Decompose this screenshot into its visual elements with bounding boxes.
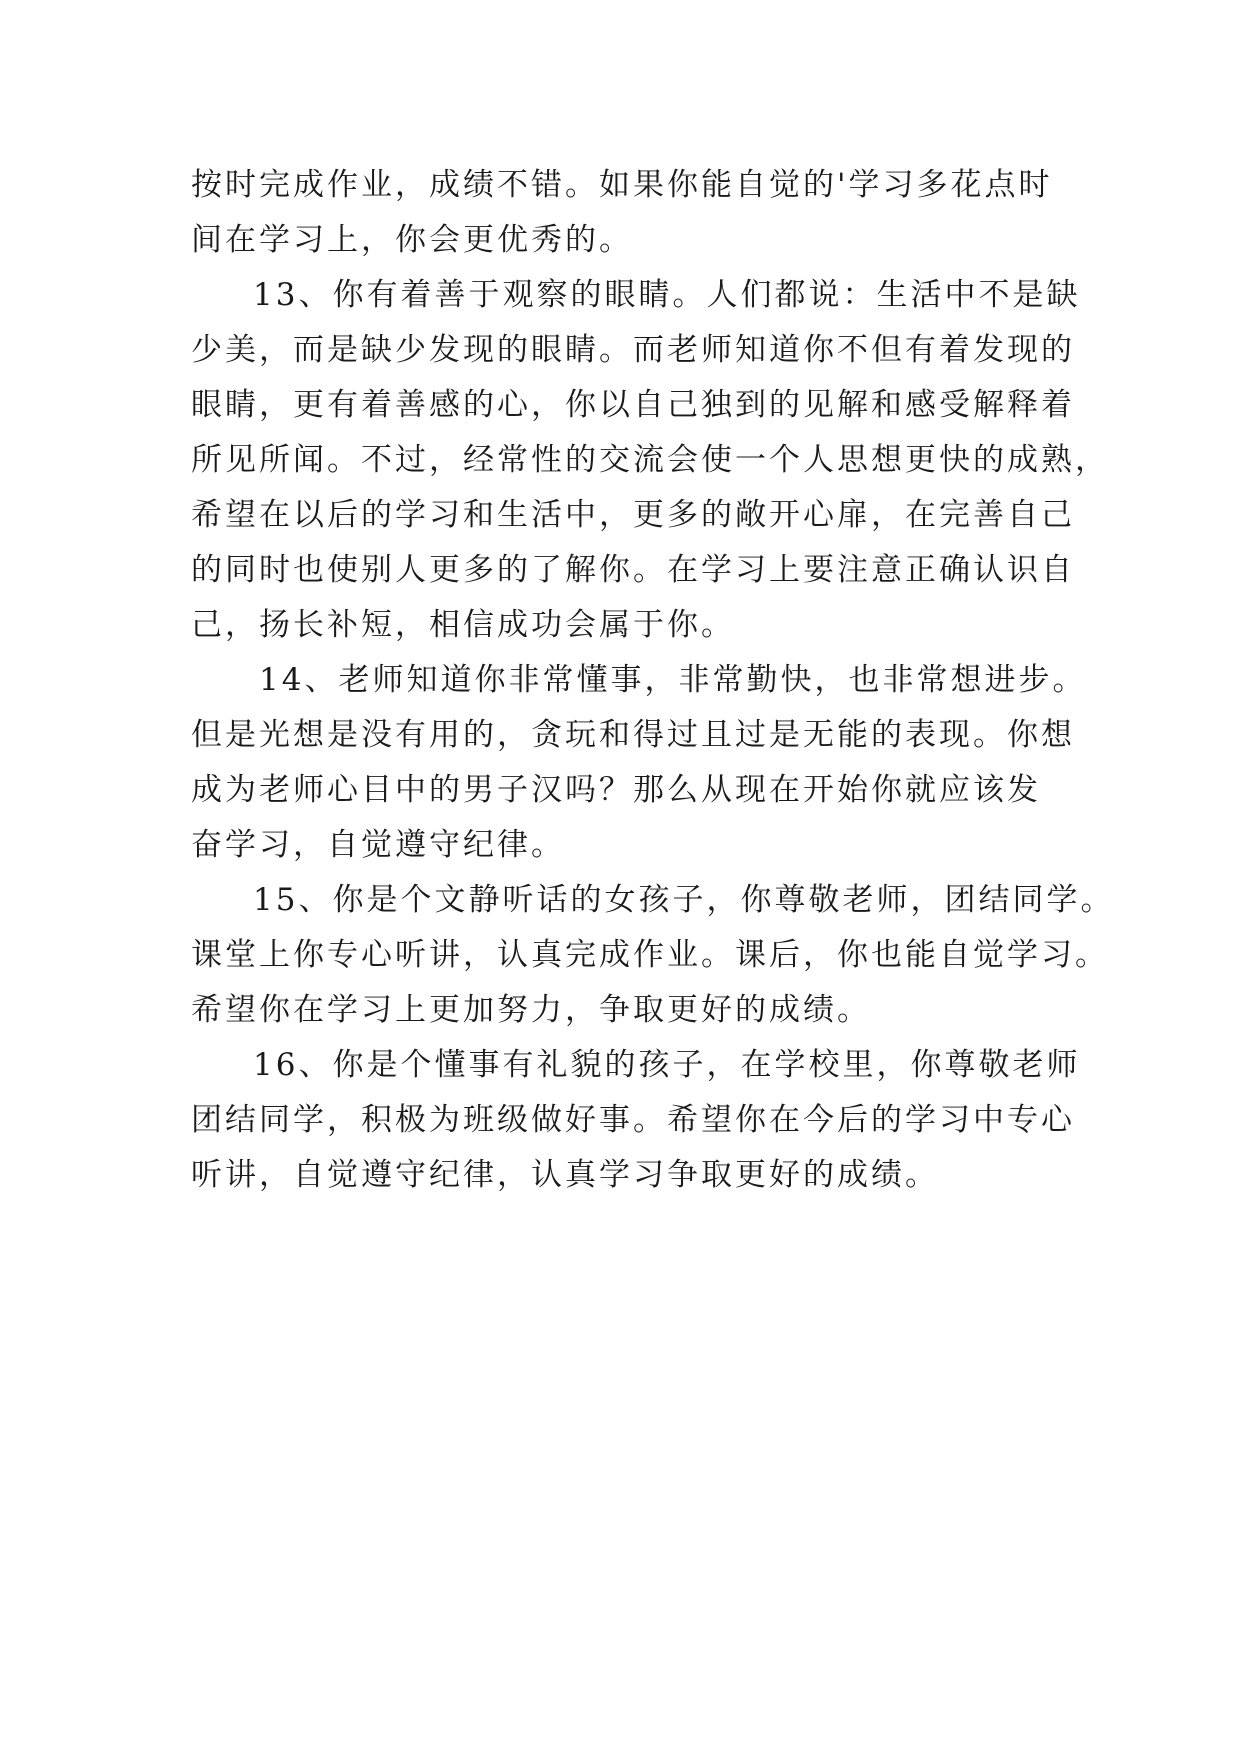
- text-line: 13、你有着善于观察的眼睛。人们都说：生活中不是缺: [253, 277, 1081, 313]
- text-line: 但是光想是没有用的，贪玩和得过且过是无能的表现。你想: [191, 717, 1075, 753]
- paragraph-13: [191, 268, 1109, 653]
- text-line: 间在学习上，你会更优秀的。: [191, 222, 633, 258]
- paragraph-15: [191, 873, 1115, 1038]
- text-line: 所见所闻。不过，经常性的交流会使一个人思想更快的成熟，: [191, 442, 1109, 478]
- paragraph-16: [191, 1038, 1081, 1203]
- text-line: 己，扬长补短，相信成功会属于你。: [191, 607, 735, 643]
- text-line: 眼睛，更有着善感的心，你以自己独到的见解和感受解释着: [191, 387, 1075, 423]
- text-line: 成为老师心目中的男子汉吗？那么从现在开始你就应该发: [191, 772, 1041, 808]
- document-body: [191, 158, 1115, 1203]
- text-line: 听讲，自觉遵守纪律，认真学习争取更好的成绩。: [191, 1157, 939, 1193]
- text-line: 按时完成作业，成绩不错。如果你能自觉的'学习多花点时: [191, 167, 1053, 203]
- paragraph-continuation: [191, 158, 1071, 268]
- text-line: 14、老师知道你非常懂事，非常勤快，也非常想进步。: [259, 662, 1087, 698]
- text-line: 希望你在学习上更加努力，争取更好的成绩。: [191, 992, 871, 1028]
- paragraph-14: [191, 653, 1087, 873]
- text-line: 少美，而是缺少发现的眼睛。而老师知道你不但有着发现的: [191, 332, 1075, 368]
- text-line: 课堂上你专心听讲，认真完成作业。课后，你也能自觉学习。: [191, 937, 1109, 973]
- text-line: 团结同学，积极为班级做好事。希望你在今后的学习中专心: [191, 1102, 1075, 1138]
- text-line: 希望在以后的学习和生活中，更多的敞开心扉，在完善自己: [191, 497, 1075, 533]
- text-line: 奋学习，自觉遵守纪律。: [191, 827, 565, 863]
- text-line: 的同时也使别人更多的了解你。在学习上要注意正确认识自: [191, 552, 1075, 588]
- text-line: 16、你是个懂事有礼貌的孩子，在学校里，你尊敬老师: [253, 1047, 1081, 1083]
- text-line: 15、你是个文静听话的女孩子，你尊敬老师，团结同学。: [253, 882, 1115, 918]
